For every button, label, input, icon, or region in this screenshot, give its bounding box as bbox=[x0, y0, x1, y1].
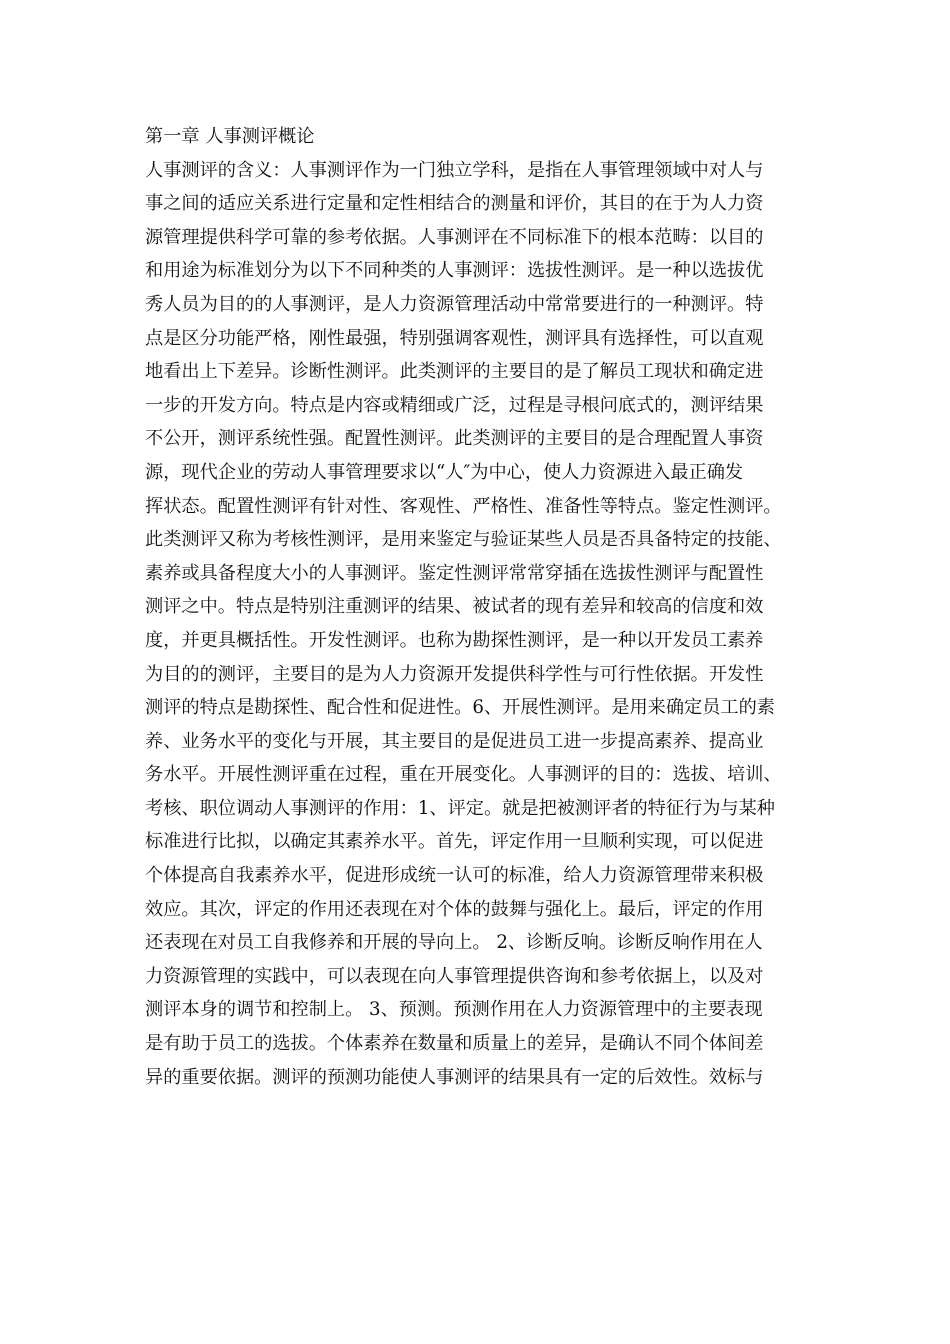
text-line: 素养或具备程度大小的人事测评。鉴定性测评常常穿插在选拔性测评与配置性 bbox=[145, 562, 764, 584]
text-line: 异的重要依据。测评的预测功能使人事测评的结果具有一定的后效性。效标与 bbox=[145, 1066, 764, 1088]
text-line: 为目的的测评，主要目的是为人力资源开发提供科学性与可行性依据。开发性 bbox=[145, 663, 764, 685]
text-line: 事之间的适应关系进行定量和定性相结合的测量和评价，其目的在于为人力资 bbox=[145, 193, 764, 215]
text-line: 人事测评的含义：人事测评作为一门独立学科，是指在人事管理领域中对人与 bbox=[145, 159, 764, 181]
text-line: 秀人员为目的的人事测评，是人力资源管理活动中常常要进行的一种测评。特 bbox=[145, 293, 764, 315]
text-line: 个体提高自我素养水平，促进形成统一认可的标准，给人力资源管理带来积极 bbox=[145, 865, 764, 887]
text-line: 挥状态。配置性测评有针对性、客观性、严格性、准备性等特点。鉴定性测评。 bbox=[145, 495, 782, 517]
text-line: 源，现代企业的劳动人事管理要求以“人″为中心，使人力资源进入最正确发 bbox=[145, 461, 744, 483]
text-line: 地看出上下差异。诊断性测评。此类测评的主要目的是了解员工现状和确定进 bbox=[145, 361, 764, 383]
text-line: 不公开，测评系统性强。配置性测评。此类测评的主要目的是合理配置人事资 bbox=[145, 428, 764, 450]
chapter-title: 第一章 人事测评概论 bbox=[145, 126, 315, 147]
document-page bbox=[145, 120, 805, 1094]
text-line: 标准进行比拟，以确定其素养水平。首先，评定作用一旦顺利实现，可以促进 bbox=[145, 831, 764, 853]
text-line: 务水平。开展性测评重在过程，重在开展变化。人事测评的目的：选拔、培训、 bbox=[145, 764, 782, 786]
body-text bbox=[145, 154, 805, 1095]
text-line: 是有助于员工的选拔。个体素养在数量和质量上的差异，是确认不同个体间差 bbox=[145, 1033, 764, 1055]
text-line: 养、业务水平的变化与开展，其主要目的是促进员工进一步提高素养、提高业 bbox=[145, 730, 764, 752]
text-line: 点是区分功能严格，刚性最强，特别强调客观性，测评具有选择性，可以直观 bbox=[145, 327, 764, 349]
text-line: 度，并更具概括性。开发性测评。也称为勘探性测评，是一种以开发员工素养 bbox=[145, 629, 764, 651]
text-line: 还表现在对员工自我修养和开展的导向上。 2、诊断反响。诊断反响作用在人 bbox=[145, 932, 763, 954]
text-line: 此类测评又称为考核性测评，是用来鉴定与验证某些人员是否具备特定的技能、 bbox=[145, 529, 782, 551]
text-line: 源管理提供科学可靠的参考依据。人事测评在不同标准下的根本范畴：以目的 bbox=[145, 226, 764, 248]
text-line: 力资源管理的实践中，可以表现在向人事管理提供咨询和参考依据上，以及对 bbox=[145, 965, 764, 987]
text-line: 测评的特点是勘探性、配合性和促进性。6、开展性测评。是用来确定员工的素 bbox=[145, 697, 775, 719]
text-line: 测评本身的调节和控制上。 3、预测。预测作用在人力资源管理中的主要表现 bbox=[145, 999, 763, 1021]
text-line: 考核、职位调动人事测评的作用：1、评定。就是把被测评者的特征行为与某种 bbox=[145, 797, 775, 819]
text-line: 测评之中。特点是特别注重测评的结果、被试者的现有差异和较高的信度和效 bbox=[145, 596, 764, 618]
text-line: 效应。其次，评定的作用还表现在对个体的鼓舞与强化上。最后，评定的作用 bbox=[145, 898, 764, 920]
text-line: 一步的开发方向。特点是内容或精细或广泛，过程是寻根问底式的，测评结果 bbox=[145, 394, 764, 416]
text-line: 和用途为标准划分为以下不同种类的人事测评：选拔性测评。是一种以选拔优 bbox=[145, 260, 764, 282]
